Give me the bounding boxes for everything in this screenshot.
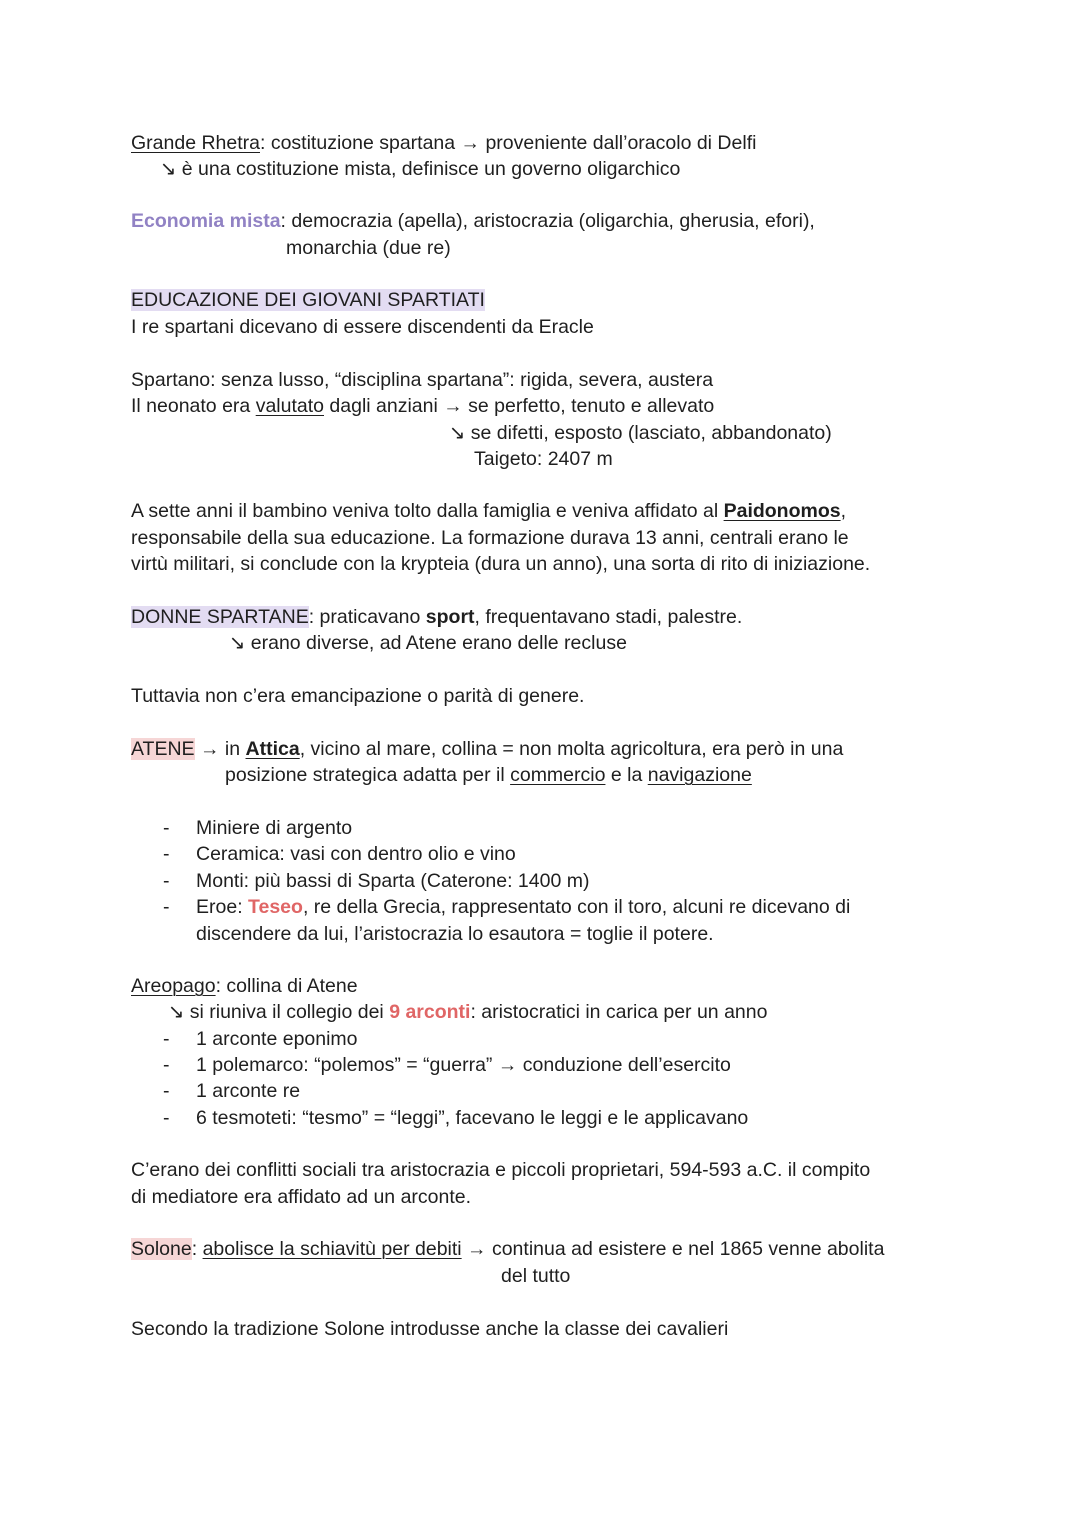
educazione-para1 xyxy=(131,499,846,523)
atene-item4 xyxy=(196,895,850,919)
atene-cont-mid: e la xyxy=(605,764,648,786)
attica: Attica xyxy=(245,738,300,760)
atene-item2: Ceramica: vasi con dentro olio e vino xyxy=(196,843,516,865)
donne-post: , frequentavano stadi, palestre. xyxy=(474,606,743,628)
list-dash: - xyxy=(163,896,170,918)
para1-post: , xyxy=(840,500,847,522)
solone-cont: del tutto xyxy=(501,1265,571,1287)
rhetra-sub: ↘ è una costituzione mista, definisce un governo oligarchico xyxy=(160,158,681,180)
areopago-title: Areopago xyxy=(131,975,216,997)
educazione-para3: virtù militari, si conclude con la krypteia (dura un anno), una sorta di rito di iniziazione. xyxy=(131,553,871,575)
educazione-line1: I re spartani dicevano di essere discendenti da Eracle xyxy=(131,316,594,338)
atene-item1: Miniere di argento xyxy=(196,817,353,839)
educazione-para2: responsabile della sua educazione. La formazione durava 13 anni, centrali erano le xyxy=(131,527,849,549)
educazione-line5: Taigeto: 2407 m xyxy=(474,448,613,470)
educazione-line3 xyxy=(131,394,714,418)
donne-sport: sport xyxy=(425,606,475,628)
atene-post: , vicino al mare, collina = non molta agricoltura, era però in una xyxy=(299,738,844,760)
navigazione: navigazione xyxy=(647,764,752,786)
economia-text: : democrazia (apella), aristocrazia (oligarchia, gherusia, efori), xyxy=(280,210,815,232)
areopago-item3: 1 arconte re xyxy=(196,1080,301,1102)
para1-pre: A sette anni il bambino veniva tolto dalla famiglia e veniva affidato al xyxy=(131,500,724,522)
donne-pre: : praticavano xyxy=(308,606,426,628)
areopago-sub xyxy=(168,1000,767,1024)
donne-line xyxy=(131,605,742,629)
donne-note: Tuttavia non c’era emancipazione o parità di genere. xyxy=(131,685,585,707)
atene-cont xyxy=(225,763,752,787)
rhetra-line xyxy=(131,131,756,155)
solone-title: Solone xyxy=(131,1238,192,1260)
list-dash: - xyxy=(163,843,170,865)
economia-cont: monarchia (due re) xyxy=(286,237,451,259)
solone-last: Secondo la tradizione Solone introdusse anche la classe dei cavalieri xyxy=(131,1318,729,1340)
solone-colon: : xyxy=(191,1238,203,1260)
economia-title: Economia mista xyxy=(131,210,281,232)
atene-cont-pre: posizione strategica adatta per il xyxy=(225,764,511,786)
areopago-item4: 6 tesmoteti: “tesmo” = “leggi”, facevano le leggi e le applicavano xyxy=(196,1107,749,1129)
donne-sub: ↘ erano diverse, ad Atene erano delle recluse xyxy=(229,632,627,654)
areopago-line xyxy=(131,974,358,998)
solone-line xyxy=(131,1237,884,1261)
conflitti-line1: C’erano dei conflitti sociali tra aristocrazia e piccoli proprietari, 594-593 a.C. il compito xyxy=(131,1159,871,1181)
educazione-line4: ↘ se difetti, esposto (lasciato, abbandonato) xyxy=(449,422,832,444)
economia-line xyxy=(131,209,815,233)
list-dash: - xyxy=(163,1107,170,1129)
item4-pre: Eroe: xyxy=(196,896,249,918)
atene-pre: → in xyxy=(194,738,246,760)
list-dash: - xyxy=(163,817,170,839)
paidonomos: Paidonomos xyxy=(723,500,841,522)
atene-item3: Monti: più bassi di Sparta (Caterone: 1400 m) xyxy=(196,870,590,892)
solone-underlined: abolisce la schiavitù per debiti xyxy=(202,1238,462,1260)
areopago-text: : collina di Atene xyxy=(215,975,358,997)
atene-item4-cont: discendere da lui, l’aristocrazia lo esautora = toglie il potere. xyxy=(196,923,714,945)
atene-title: ATENE xyxy=(131,738,195,760)
areopago-sub-pre: ↘ si riuniva il collegio dei xyxy=(168,1001,390,1023)
line3-underlined: valutato xyxy=(255,395,324,417)
nove-arconti: 9 arconti xyxy=(389,1001,471,1023)
list-dash: - xyxy=(163,1028,170,1050)
areopago-item2: 1 polemarco: “polemos” = “guerra” → conduzione dell’esercito xyxy=(196,1054,731,1076)
rhetra-text: : costituzione spartana → proveniente dall’oracolo di Delfi xyxy=(260,132,757,154)
areopago-sub-post: : aristocratici in carica per un anno xyxy=(470,1001,768,1023)
conflitti-line2: di mediatore era affidato ad un arconte. xyxy=(131,1186,472,1208)
atene-line xyxy=(131,737,843,761)
rhetra-title: Grande Rhetra xyxy=(131,132,260,154)
educazione-heading xyxy=(131,288,485,312)
item4-post: , re della Grecia, rappresentato con il toro, alcuni re dicevano di xyxy=(302,896,851,918)
line3-pre: Il neonato era xyxy=(131,395,256,417)
areopago-item1: 1 arconte eponimo xyxy=(196,1028,358,1050)
list-dash: - xyxy=(163,870,170,892)
solone-post: → continua ad esistere e nel 1865 venne abolita xyxy=(461,1238,885,1260)
educazione-title: EDUCAZIONE DEI GIOVANI SPARTIATI xyxy=(131,289,485,311)
donne-title: DONNE SPARTANE xyxy=(131,606,309,628)
list-dash: - xyxy=(163,1080,170,1102)
teseo: Teseo xyxy=(248,896,303,918)
commercio: commercio xyxy=(510,764,606,786)
line3-post: dagli anziani → se perfetto, tenuto e allevato xyxy=(324,395,715,417)
list-dash: - xyxy=(163,1054,170,1076)
educazione-line2: Spartano: senza lusso, “disciplina spartana”: rigida, severa, austera xyxy=(131,369,714,391)
